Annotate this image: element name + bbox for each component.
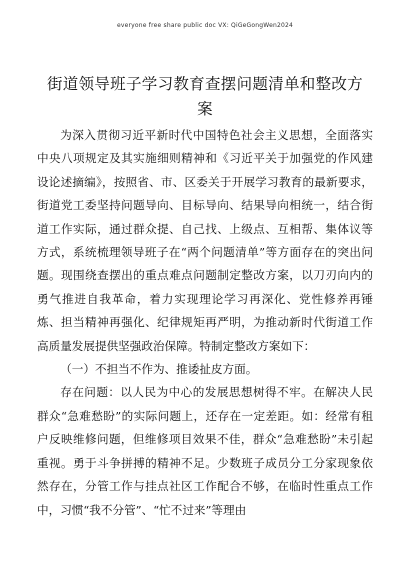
document-title: 街道领导班子学习教育查摆问题清单和整改方案 bbox=[46, 75, 363, 118]
document-body bbox=[37, 124, 373, 522]
problem-paragraph: 存在问题：以人民为中心的发展思想树得不牢。在解决人民群众“急难愁盼”的实际问题上，还存在一定差距。如：经常有租户反映维修问题，但维修项目效果不佳，群众“急难愁盼”未引起重视。勇于斗争拼搏的精神不足。少数班子成员分工分家现象依然存在，分管工作与挂点社区工作配合不够，在临时性重点工作中，习惯“我不分管”、“忙不过来”等理由 bbox=[37, 385, 373, 517]
intro-paragraph: 为深入贯彻习近平新时代中国特色社会主义思想，全面落实中央八项规定及其实施细则精神和《习近平关于加强党的作风建设论述摘编》，按照省、市、区委关于开展学习教育的最新要求，街道党工委坚持问题导向、目标导向、结果导向相统一，结合街道工作实际，通过群众提、自己找、上级点、互相帮、集体议等方式，系统梳理领导班子在“两个问题清单”等方面存在的突出问题。现围绕查摆出的重点难点问题制定整改方案，以刀刃向内的勇气推进自我革命，着力实现理论学习再深化、党性修养再锤炼、担当精神再强化、纪律规矩再严明，为推动新时代街道工作高质量发展提供坚强政治保障。特制定整改方案如下： bbox=[37, 128, 373, 353]
page-header: everyone free share public doc VX: QiGeGongWen2024 bbox=[116, 22, 294, 29]
section-heading: （一）不担当不作为、推诿扯皮方面。 bbox=[60, 362, 258, 377]
